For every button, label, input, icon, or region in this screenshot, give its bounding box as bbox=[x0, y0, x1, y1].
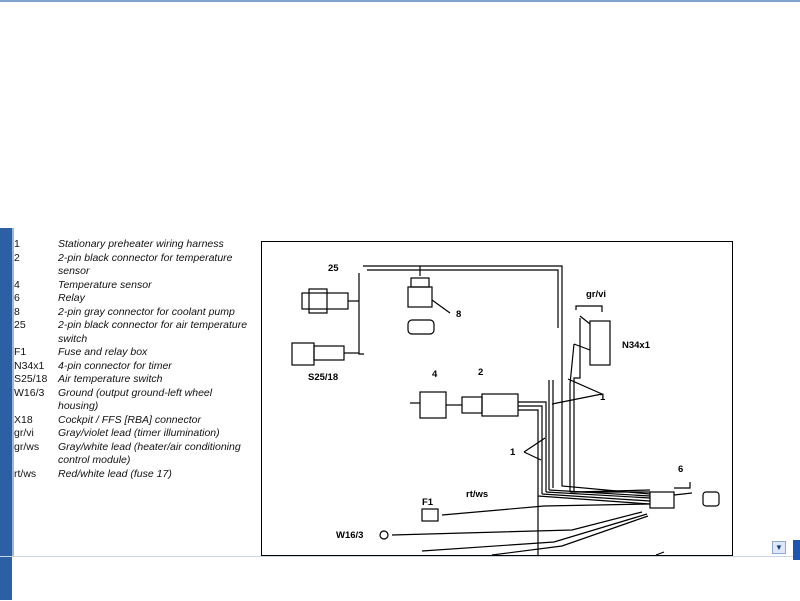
legend-description: 2-pin gray connector for coolant pump bbox=[58, 305, 235, 318]
legend-code: rt/ws bbox=[14, 467, 37, 480]
scroll-down-button[interactable] bbox=[772, 541, 786, 554]
legend-code: 25 bbox=[14, 319, 26, 331]
legend-description: Ground (output ground-left wheel housing) bbox=[58, 386, 213, 412]
switch-s2518-plug bbox=[314, 346, 344, 360]
x18-connector-icon bbox=[703, 492, 719, 506]
legend-description: Cockpit / FFS [RBA] connector bbox=[58, 413, 201, 426]
label-4: 4 bbox=[432, 369, 438, 380]
label-1-upper: 1 bbox=[600, 392, 606, 403]
legend-code: 6 bbox=[14, 292, 20, 304]
legend-row bbox=[14, 306, 254, 320]
bottom-panel bbox=[0, 556, 800, 601]
wire-bottom-tail bbox=[656, 552, 664, 555]
wire-25-loop bbox=[359, 273, 364, 354]
window-top-border bbox=[0, 0, 800, 2]
legend-description: Relay bbox=[58, 292, 85, 304]
legend-row bbox=[14, 346, 254, 360]
label-25: 25 bbox=[328, 263, 339, 274]
ground-w163-ring bbox=[380, 531, 388, 539]
sensor-4 bbox=[420, 392, 446, 418]
fuse-f1 bbox=[422, 509, 438, 521]
wiring-diagram-svg bbox=[262, 242, 732, 555]
legend-row bbox=[14, 468, 254, 482]
bottom-left-frame bbox=[0, 557, 12, 600]
legend-code: W16/3 bbox=[14, 386, 45, 399]
wire-rtws bbox=[442, 504, 650, 515]
legend-row bbox=[14, 238, 254, 252]
legend-description: Temperature sensor bbox=[58, 278, 152, 291]
legend-row bbox=[14, 252, 254, 279]
legend-row bbox=[14, 373, 254, 387]
wire-grvi bbox=[576, 306, 602, 312]
wire-2-c bbox=[518, 410, 538, 496]
leader-1a-ii bbox=[552, 394, 602, 404]
legend-row bbox=[14, 319, 254, 346]
legend-description: 2-pin black connector for temperature sensor bbox=[58, 251, 233, 277]
legend-description: Fuse and relay box bbox=[58, 346, 148, 358]
wire-top-run bbox=[363, 266, 562, 328]
label-f1: F1 bbox=[422, 497, 434, 508]
legend-code: gr/vi bbox=[14, 427, 34, 439]
legend-description: Gray/violet lead (timer illumination) bbox=[58, 427, 220, 439]
legend-row bbox=[14, 441, 254, 468]
legend-code: 1 bbox=[14, 238, 20, 250]
connector-2-a bbox=[462, 397, 482, 413]
wire-n34-a bbox=[580, 316, 590, 324]
label-1-lower: 1 bbox=[510, 447, 516, 458]
legend-row bbox=[14, 427, 254, 441]
label-grvi: gr/vi bbox=[586, 289, 607, 300]
legend-code: N34x1 bbox=[14, 359, 45, 372]
legend-row bbox=[14, 292, 254, 306]
legend-code: X18 bbox=[14, 413, 33, 426]
right-frame-strip bbox=[793, 540, 800, 560]
label-8: 8 bbox=[456, 309, 462, 320]
relay-6 bbox=[650, 492, 674, 508]
label-6: 6 bbox=[678, 464, 684, 475]
legend-code: 2 bbox=[14, 251, 20, 264]
left-frame-bar bbox=[0, 228, 12, 560]
legend-description: Gray/white lead (heater/air conditioning control module) bbox=[58, 440, 241, 466]
wire-bottom-b bbox=[492, 516, 648, 555]
wire-n34-b bbox=[574, 344, 590, 350]
connector-n34x1 bbox=[590, 321, 610, 365]
relay-6-out bbox=[674, 493, 692, 495]
legend-row bbox=[14, 414, 254, 428]
label-w163: W16/3 bbox=[336, 530, 364, 541]
legend-description: Air temperature switch bbox=[58, 373, 163, 385]
legend-row bbox=[14, 387, 254, 414]
legend-code: gr/ws bbox=[14, 440, 40, 453]
label-2: 2 bbox=[478, 367, 484, 378]
leader-8 bbox=[432, 300, 450, 313]
legend-code: 4 bbox=[14, 278, 20, 291]
label-n34x1: N34x1 bbox=[622, 340, 650, 351]
component-legend bbox=[14, 238, 254, 481]
wire-top-run-2 bbox=[367, 270, 558, 328]
legend-description: 2-pin black connector for air temperature switch bbox=[58, 319, 248, 345]
legend-description: 4-pin connector for timer bbox=[58, 359, 172, 372]
legend-row bbox=[14, 360, 254, 374]
chevron-down-icon: ▼ bbox=[775, 543, 783, 552]
leader-1a-i bbox=[568, 379, 602, 394]
connector-8 bbox=[408, 287, 432, 307]
label-rtws: rt/ws bbox=[466, 489, 489, 500]
label-s2518: S25/18 bbox=[308, 372, 339, 383]
legend-code: S25/18 bbox=[14, 373, 48, 385]
legend-row bbox=[14, 279, 254, 293]
switch-s2518 bbox=[292, 343, 314, 365]
wiring-diagram bbox=[261, 241, 733, 556]
wire-to-6-e bbox=[562, 328, 650, 494]
relay-6-top bbox=[674, 482, 690, 488]
connector-8-socket bbox=[408, 320, 434, 334]
legend-code: 8 bbox=[14, 305, 20, 318]
connector-8-top bbox=[411, 278, 429, 287]
connector-2-b bbox=[482, 394, 518, 416]
legend-code: F1 bbox=[14, 346, 27, 358]
legend-description: Red/white lead (fuse 17) bbox=[58, 467, 172, 480]
legend-description: Stationary preheater wiring harness bbox=[58, 238, 224, 250]
